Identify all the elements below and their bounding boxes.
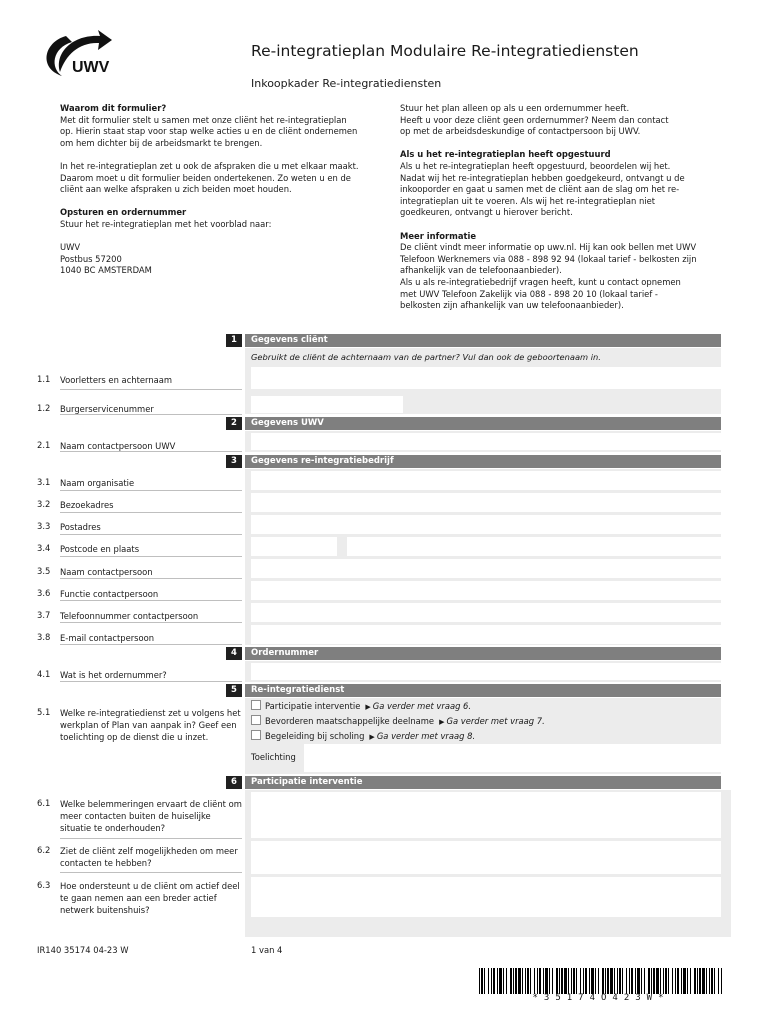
intro-heading: Opsturen en ordernummer	[60, 207, 187, 218]
barcode-bar	[687, 968, 688, 994]
barcode-bar	[580, 968, 581, 994]
intro-heading: Waarom dit formulier?	[60, 103, 167, 113]
order-number-field[interactable]	[251, 663, 721, 680]
section-3-number: 3	[226, 455, 242, 468]
question-label: Telefoonnummer contactpersoon	[60, 611, 199, 621]
section-1-note: Gebruikt de cliënt de achternaam van de partner? Vul dan ook de geboortenaam in.	[251, 352, 601, 362]
question-number: 3.7	[37, 610, 51, 620]
checkbox[interactable]	[251, 730, 261, 740]
contact-email-field[interactable]	[251, 625, 721, 644]
barcode-bar	[614, 968, 615, 994]
question-label: E-mail contactpersoon	[60, 633, 155, 643]
barcode-bar	[585, 968, 587, 994]
barcode-bar	[677, 968, 679, 994]
label-underline	[60, 622, 242, 623]
section-5-number: 5	[226, 684, 242, 697]
toelichting-label: Toelichting	[251, 752, 296, 762]
question-label: Bezoekadres	[60, 500, 114, 510]
barcode-bar	[539, 968, 541, 994]
section-3-header: Gegevens re-integratiebedrijf	[245, 455, 721, 468]
barcode-bar	[602, 968, 604, 994]
logo-text: UWV	[72, 59, 110, 76]
barcode-bar	[635, 968, 636, 994]
barcode-bar	[711, 968, 713, 994]
barcode-bar	[668, 968, 669, 994]
barcode-bar	[576, 968, 577, 994]
barcode-bar	[629, 968, 630, 994]
question-number: 1.2	[37, 403, 51, 413]
section-6-number: 6	[226, 776, 242, 789]
barcode-bar	[573, 968, 575, 994]
question-number: 3.8	[37, 632, 51, 642]
barcode-bar	[571, 968, 572, 994]
barcode-bar	[583, 968, 584, 994]
option-goto: Ga verder met vraag 7.	[446, 716, 545, 726]
form-subtitle: Inkoopkader Re-integratiediensten	[251, 77, 442, 90]
option-label: Begeleiding bij scholing	[265, 731, 365, 741]
question-number: 4.1	[37, 669, 51, 679]
barcode-bar	[699, 968, 701, 994]
barcode-bar	[552, 968, 553, 994]
intro-paragraph: In het re-integratieplan zet u ook de afspraken die u met elkaar maakt. Daarom moet u dit formulier beiden ondertekenen. Zo weten u en de cliënt aan welke afspraken u zich beiden moet houden.	[60, 160, 359, 195]
label-underline	[60, 556, 242, 557]
postal-address-field[interactable]	[251, 515, 721, 534]
barcode-text: *35174O423W*	[532, 993, 670, 1003]
page-number: 1 van 4	[251, 945, 283, 955]
barcode-bar	[672, 968, 673, 994]
question-number: 3.4	[37, 543, 51, 553]
option-label: Participatie interventie	[265, 701, 361, 711]
barcode-bar	[706, 968, 707, 994]
barcode-bar	[568, 968, 569, 994]
question-number: 6.2	[37, 845, 51, 855]
barcode-bar	[561, 968, 563, 994]
barcode-bar	[718, 968, 719, 994]
question-number: 6.3	[37, 880, 51, 890]
label-underline	[60, 389, 242, 390]
ondersteuning-field[interactable]	[251, 877, 721, 917]
question-number: 5.1	[37, 707, 51, 717]
barcode-bar	[491, 968, 492, 994]
checkbox[interactable]	[251, 715, 261, 725]
label-underline	[60, 512, 242, 513]
question-label: Naam contactpersoon UWV	[60, 441, 176, 451]
initials-surname-field[interactable]	[251, 367, 721, 389]
barcode-bar	[721, 968, 722, 994]
question-number: 3.3	[37, 521, 51, 531]
barcode-bar	[675, 968, 676, 994]
barcode-bar	[653, 968, 655, 994]
option-label: Bevorderen maatschappelijke deelname	[265, 716, 435, 726]
bsn-field[interactable]	[251, 396, 403, 413]
intro-right-column	[400, 103, 730, 323]
question-label: Hoe ondersteunt u de cliënt om actief deel te gaan nemen aan een breder actief netwerk buitenshuis?	[60, 881, 240, 915]
barcode-bar	[534, 968, 535, 994]
label-underline	[60, 534, 242, 535]
section-2-header: Gegevens UWV	[245, 417, 721, 430]
question-label: Naam contactpersoon	[60, 567, 153, 577]
barcode-bar	[631, 968, 633, 994]
barcode-bar	[637, 968, 640, 994]
barcode-bar	[697, 968, 698, 994]
label-underline	[60, 451, 242, 452]
barcode-bar	[622, 968, 623, 994]
visiting-address-field[interactable]	[251, 493, 721, 512]
barcode-bar	[493, 968, 495, 994]
uwv-logo	[36, 22, 122, 82]
section-2-number: 2	[226, 417, 242, 430]
label-underline	[60, 578, 242, 579]
question-label: Postadres	[60, 522, 101, 532]
barcode-bar	[503, 968, 504, 994]
question-label: Functie contactpersoon	[60, 589, 159, 599]
option-goto: Ga verder met vraag 6.	[372, 701, 472, 711]
section-4-number: 4	[226, 647, 242, 660]
question-label: Wat is het ordernummer?	[60, 670, 167, 680]
barcode-bar	[605, 968, 606, 994]
question-number: 3.5	[37, 566, 51, 576]
barcode-bar	[515, 968, 517, 994]
barcode-bar	[709, 968, 710, 994]
intro-paragraph: Met dit formulier stelt u samen met onze cliënt het re-integratieplan op. Hierin staat stap voor stap welke acties u en de cliënt ondernemen om hem dichter bij de arbeidsmarkt te brengen.	[60, 114, 358, 148]
barcode-bar	[518, 968, 521, 994]
label-underline	[60, 838, 242, 839]
barcode-bar	[481, 968, 483, 994]
barcode-bar	[617, 968, 618, 994]
question-number: 3.2	[37, 499, 51, 509]
label-underline	[60, 414, 242, 415]
barcode-bar	[660, 968, 661, 994]
play-arrow-icon: ▶	[439, 718, 445, 726]
barcode-bar	[525, 968, 526, 994]
barcode-bar	[589, 968, 590, 994]
toelichting-field[interactable]	[304, 744, 721, 772]
barcode-bar	[702, 968, 705, 994]
barcode-bar	[497, 968, 498, 994]
barcode-bar	[683, 968, 686, 994]
barcode-bar	[714, 968, 715, 994]
question-label: Naam organisatie	[60, 478, 135, 488]
barcode-bar	[619, 968, 621, 994]
barcode-bar	[510, 968, 512, 994]
barcode-bar	[530, 968, 531, 994]
barcode-bar	[556, 968, 558, 994]
question-label: Welke belemmeringen ervaart de cliënt om meer contacten buiten de huiselijke situatie te onderhouden?	[60, 799, 242, 833]
option-bevorderen-deelname[interactable]	[251, 715, 545, 727]
contact-function-field[interactable]	[251, 581, 721, 600]
option-goto: Ga verder met vraag 8.	[376, 731, 476, 741]
question-number: 3.1	[37, 477, 51, 487]
intro-heading: Meer informatie	[400, 230, 477, 241]
barcode	[479, 968, 723, 994]
label-underline	[60, 600, 242, 601]
mogelijkheden-field[interactable]	[251, 841, 721, 874]
barcode-bar	[564, 968, 567, 994]
play-arrow-icon: ▶	[369, 733, 375, 741]
barcode-bar	[610, 968, 613, 994]
barcode-bar	[537, 968, 538, 994]
label-underline	[60, 490, 242, 491]
form-code: IR140 35174 04-23 W	[37, 945, 129, 955]
question-number: 3.6	[37, 588, 51, 598]
label-underline	[60, 644, 242, 645]
question-label: Welke re-integratiedienst zet u volgens het werkplan of Plan van aanpak in? Geef een toelichting op de dienst die u inzet.	[60, 708, 241, 742]
intro-left-column	[60, 103, 390, 289]
barcode-bar	[559, 968, 560, 994]
barcode-bar	[499, 968, 502, 994]
intro-address: UWV Postbus 57200 1040 BC AMSTERDAM	[60, 242, 152, 276]
barcode-bar	[549, 968, 550, 994]
option-begeleiding-scholing[interactable]	[251, 730, 475, 742]
barcode-bar	[598, 968, 599, 994]
intro-heading: Als u het re-integratieplan heeft opgestuurd	[400, 149, 611, 160]
barcode-bar	[506, 968, 507, 994]
barcode-bar	[663, 968, 664, 994]
label-underline	[60, 681, 242, 682]
form-title: Re-integratieplan Modulaire Re-integratiediensten	[251, 42, 639, 60]
section-5-header: Re-integratiedienst	[245, 684, 721, 697]
belemmeringen-field[interactable]	[251, 792, 721, 838]
barcode-bar	[690, 968, 691, 994]
barcode-bar	[527, 968, 529, 994]
barcode-bar	[651, 968, 652, 994]
barcode-bar	[644, 968, 645, 994]
barcode-bar	[595, 968, 596, 994]
contact-name-field[interactable]	[251, 559, 721, 578]
checkbox[interactable]	[251, 700, 261, 710]
barcode-bar	[545, 968, 548, 994]
barcode-bar	[641, 968, 642, 994]
barcode-bar	[484, 968, 485, 994]
barcode-bar	[479, 968, 480, 994]
organisation-name-field[interactable]	[251, 471, 721, 490]
question-label: Postcode en plaats	[60, 544, 140, 554]
play-arrow-icon: ▶	[365, 703, 371, 711]
question-label: Burgerservicenummer	[60, 404, 154, 414]
section-1-header: Gegevens cliënt	[245, 334, 721, 347]
barcode-bar	[607, 968, 609, 994]
barcode-bar	[694, 968, 696, 994]
city-field[interactable]	[347, 537, 721, 556]
intro-paragraph: Stuur het re-integratieplan met het voorblad naar:	[60, 218, 272, 229]
contact-phone-field[interactable]	[251, 603, 721, 622]
barcode-bar	[626, 968, 627, 994]
barcode-bar	[648, 968, 650, 994]
question-label: Voorletters en achternaam	[60, 375, 173, 385]
barcode-bar	[522, 968, 523, 994]
barcode-bar	[543, 968, 544, 994]
barcode-bar	[665, 968, 667, 994]
intro-paragraph: De cliënt vindt meer informatie op uwv.nl. Hij kan ook bellen met UWV Telefoon Werknemers via 088 - 898 92 94 (lokaal tarief - belkosten zijn afhankelijk van de telefoonaanbieder). Als u als re-integratiebedrijf vragen heeft, kunt u contact opnemen met UWV Telefoon Zakelijk via 088 - 898 20 10 (lokaal tarief - belkosten zijn afhankelijk van uw telefoonaanbieder).	[400, 242, 697, 311]
barcode-bar	[681, 968, 682, 994]
section-4-header: Ordernummer	[245, 647, 721, 660]
postcode-field[interactable]	[251, 537, 337, 556]
barcode-bar	[656, 968, 659, 994]
question-number: 1.1	[37, 374, 51, 384]
option-participatie-interventie[interactable]	[251, 700, 471, 712]
uwv-contact-field[interactable]	[251, 433, 721, 450]
label-underline	[60, 872, 242, 873]
question-label: Ziet de cliënt zelf mogelijkheden om meer contacten te hebben?	[60, 846, 238, 868]
question-number: 6.1	[37, 798, 51, 808]
barcode-bar	[513, 968, 514, 994]
intro-paragraph: Als u het re-integratieplan heeft opgestuurd, beoordelen wij het. Nadat wij het re-integratieplan hebben goedgekeurd, ontvangt u de inkooporder en gaat u samen met de cliënt aan de slag om het re- integratieplan uit te voeren. Als wij het re-integratieplan niet goedkeuren, ontvangt u hierover bericht.	[400, 160, 685, 218]
barcode-bar	[591, 968, 594, 994]
section-1-number: 1	[226, 334, 242, 347]
intro-paragraph: Stuur het plan alleen op als u een ordernummer heeft. Heeft u voor deze cliënt geen ordernummer? Neem dan contact op met de arbeidsdeskundige of contactpersoon bij UWV.	[400, 103, 669, 137]
question-number: 2.1	[37, 440, 51, 450]
barcode-bar	[488, 968, 489, 994]
section-6-header: Participatie interventie	[245, 776, 721, 789]
